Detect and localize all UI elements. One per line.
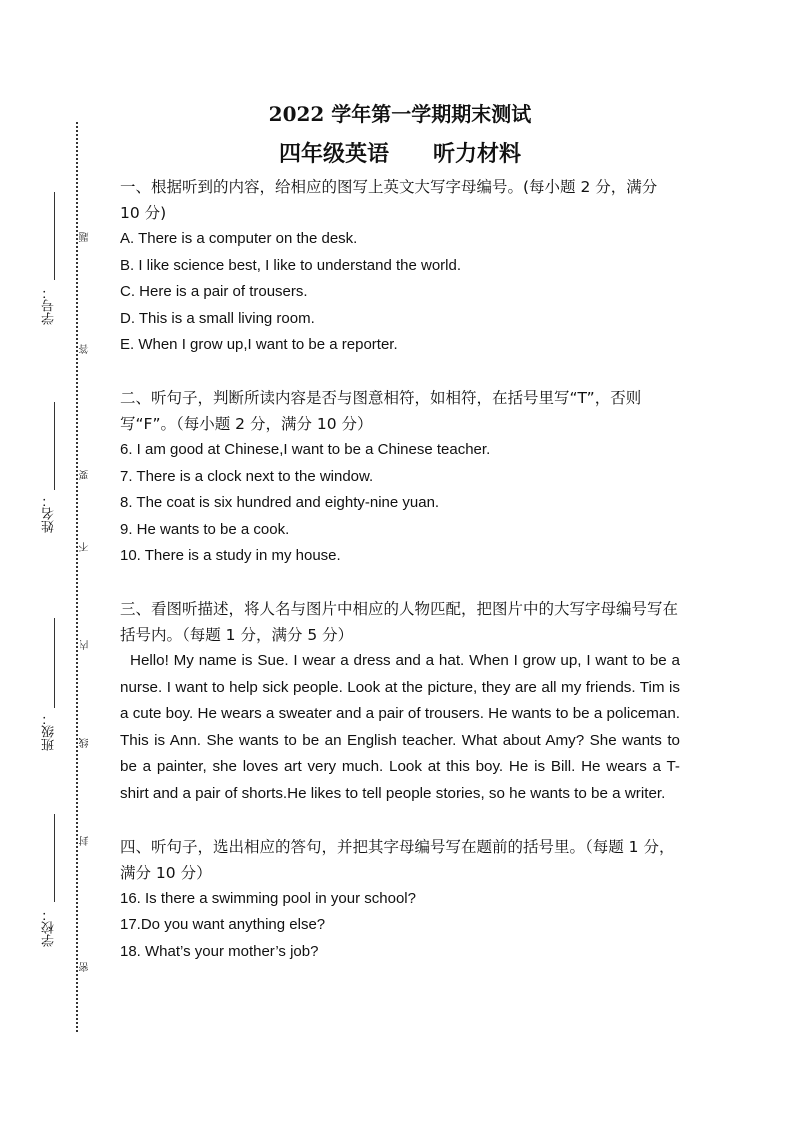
exam-title: 2022 学年第一学期期末测试 [268, 102, 532, 126]
seal-char: 答 [80, 344, 91, 354]
list-item: D. This is a small living room. [120, 309, 315, 327]
exam-content [120, 100, 680, 965]
listening-passage: Hello! My name is Sue. I wear a dress and a hat. When I grow up, I want to be a nurse. I want to help sick people. Look at the picture, they are all my friends. Tim is a cute boy. He wears a sweater and a pair of trousers. He wants to be a policeman. This is Ann. She wants to be an English teacher. What about Amy? She wants to be a painter, she loves art very much. Look at this boy. He is Bill. He wears a T-shirt and a pair of shorts.He likes to tell people stories, so he wants to be a writer. [120, 651, 680, 802]
school-underline [54, 814, 55, 902]
list-item: 7. There is a clock next to the window. [120, 467, 374, 485]
section-3-heading: 三、看图听描述，将人名与图片中相应的人物匹配，把图片中的大写字母编号写在括号内。（每题 1 分，满分 5 分） [120, 599, 679, 644]
section-1-heading: 一、根据听到的内容，给相应的图写上英文大写字母编号。(每小题 2 分，满分 10 分) [120, 178, 673, 222]
class-label: 班级： [42, 712, 57, 751]
list-item: B. I like science best, I like to understand the world. [120, 256, 462, 274]
list-item: 9. He wants to be a cook. [120, 520, 290, 538]
seal-char: 不 [80, 542, 91, 552]
list-item: 10. There is a study in my house. [120, 547, 341, 565]
student-id-label: 学号： [42, 286, 57, 325]
list-item: 6. I am good at Chinese,I want to be a Chinese teacher. [120, 440, 491, 458]
student-id-underline [54, 192, 55, 280]
exam-subtitle: 四年级英语 听力材料 [278, 141, 521, 167]
name-label: 姓名： [42, 494, 57, 533]
list-item: E. When I grow up,I want to be a reporter. [120, 336, 398, 354]
seal-char: 内 [80, 640, 91, 650]
list-item: 17.Do you want anything else? [120, 916, 326, 934]
class-underline [54, 618, 55, 708]
binding-dotted-line [76, 122, 78, 1032]
seal-char: 题 [80, 232, 91, 242]
seal-char: 封 [80, 836, 91, 846]
school-label: 学校： [42, 908, 57, 947]
list-item: A. There is a computer on the desk. [120, 230, 358, 247]
section-2-heading: 二、听句子，判断所读内容是否与图意相符，如相符，在括号里写“T”，否则写“F”。（每小题 2 分，满分 10 分） [120, 388, 642, 433]
list-item: 16. Is there a swimming pool in your school? [120, 889, 416, 907]
name-underline [54, 402, 55, 490]
seal-char: 线 [80, 738, 91, 748]
list-item: C. Here is a pair of trousers. [120, 283, 308, 301]
list-item: 18. What’s your mother’s job? [120, 942, 319, 960]
seal-char: 密 [80, 962, 91, 972]
seal-char: 要 [80, 470, 91, 480]
list-item: 8. The coat is six hundred and eighty-nine yuan. [120, 494, 440, 512]
section-4-heading: 四、听句子，选出相应的答句，并把其字母编号写在题前的括号里。（每题 1 分，满分 10 分） [120, 837, 675, 882]
